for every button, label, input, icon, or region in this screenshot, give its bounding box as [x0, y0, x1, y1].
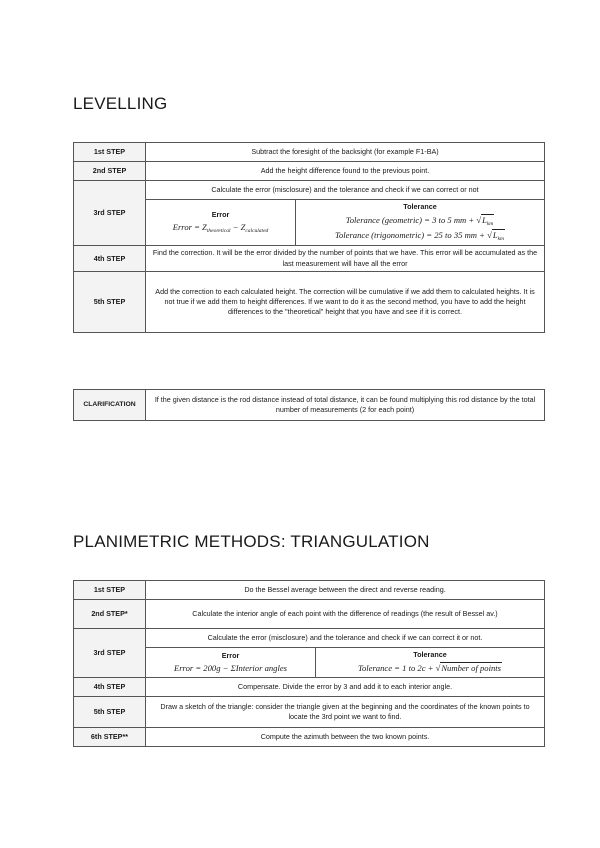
table-row	[74, 272, 545, 333]
step-label: 5th STEP	[74, 697, 146, 728]
tolerance-label: Tolerance	[403, 202, 437, 211]
clarification-table	[73, 389, 545, 421]
step-label: 1st STEP	[74, 143, 146, 162]
table-row	[74, 728, 545, 747]
table-row	[74, 581, 545, 600]
step-text: Compensate. Divide the error by 3 and add it to each interior angle.	[146, 678, 545, 697]
step-text: Compute the azimuth between the two known points.	[146, 728, 545, 747]
table-row	[74, 181, 545, 200]
step-text: Add the correction to each calculated height. The correction will be cumulative if we add them to calculated heights. It is not true if we add them to height differences. If we want to do it as the second method, you have to add the height differences to the "theoretical" height that you have and see if it is correct.	[146, 272, 545, 333]
tolerance-cell	[316, 648, 545, 678]
step-text: Draw a sketch of the triangle: consider the triangle given at the beginning and the coordinates of the known points to locate the 3rd point we want to find.	[146, 697, 545, 728]
step-text: Subtract the foresight of the backsight (for example F1-BA)	[146, 143, 545, 162]
step-label: 4th STEP	[74, 246, 146, 272]
step-text: Calculate the error (misclosure) and the tolerance and check if we can correct or not	[146, 181, 545, 200]
tolerance-trigonometric-formula: Tolerance (trigonometric) = 25 to 35 mm + $√L_{km}$	[334, 229, 505, 242]
step-label: 6th STEP**	[74, 728, 146, 747]
step-label: 1st STEP	[74, 581, 146, 600]
error-label: Error	[221, 650, 240, 660]
table-row	[74, 143, 545, 162]
step-label: 2nd STEP	[74, 162, 146, 181]
tolerance-formula: Tolerance = 1 to 2c + √Number of points	[357, 663, 502, 674]
tolerance-cell	[296, 200, 545, 246]
table-row	[74, 678, 545, 697]
error-cell	[146, 200, 296, 246]
error-cell	[146, 648, 316, 678]
step-label: 4th STEP	[74, 678, 146, 697]
clarification-text: If the given distance is the rod distance instead of total distance, it can be found multiplying this rod distance by the total number of measurements (2 for each point)	[146, 390, 545, 421]
levelling-title: LEVELLING	[73, 94, 168, 113]
step-label: 2nd STEP*	[74, 600, 146, 629]
error-label: Error	[211, 209, 230, 219]
clarification-label: CLARIFICATION	[74, 390, 146, 421]
step-text: Do the Bessel average between the direct and reverse reading.	[146, 581, 545, 600]
step-label: 3rd STEP	[74, 181, 146, 246]
triangulation-title: PLANIMETRIC METHODS: TRIANGULATION	[73, 532, 430, 551]
step-label: 5th STEP	[74, 272, 146, 333]
table-row	[74, 697, 545, 728]
step-text: Calculate the error (misclosure) and the tolerance and check if we can correct it or not.	[146, 629, 545, 648]
tolerance-geometric-formula: Tolerance (geometric) = 3 to 5 mm + $√L_{km}$	[345, 215, 494, 228]
table-row	[74, 600, 545, 629]
step-label: 3rd STEP	[74, 629, 146, 678]
table-row	[74, 629, 545, 648]
error-formula: Error = 200g − ΣInterior angles	[173, 662, 288, 673]
step-text: Find the correction. It will be the error divided by the number of points that we have. This error will be accumulated as the last measurement will have all the error	[146, 246, 545, 272]
tolerance-label: Tolerance	[413, 650, 447, 659]
table-row	[74, 162, 545, 181]
table-row	[74, 246, 545, 272]
error-formula: Error = $Z_{theoretical} - Z_{calculated}$	[172, 222, 269, 235]
step-text: Add the height difference found to the previous point.	[146, 162, 545, 181]
table-row	[74, 390, 545, 421]
triangulation-steps-table	[73, 580, 545, 747]
step-text: Calculate the interior angle of each point with the difference of readings (the result of Bessel av.)	[146, 600, 545, 629]
levelling-steps-table	[73, 142, 545, 333]
